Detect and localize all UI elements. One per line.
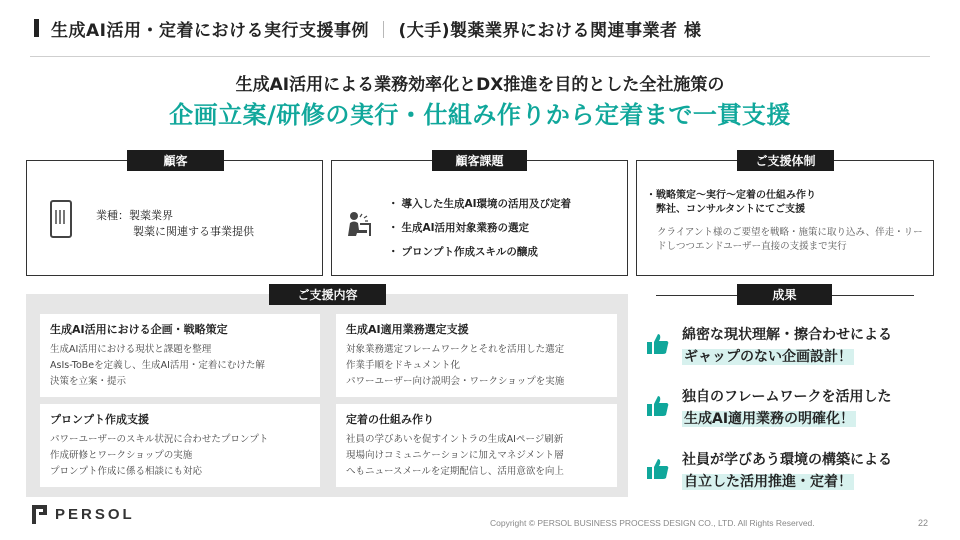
result-line-2: 生成AI適用業務の明確化！ [684,411,855,427]
support-system-description: クライアント様のご要望を戦略・施策に取り込み、伴走・リードしつつエンドユーザー直接の支援まで実行 [657,227,923,252]
result-line-2: ギャップのない企画設計！ [684,349,852,365]
support-content-tag: ご支援内容 [269,284,386,305]
title-text [51,16,701,41]
results-tag: 成果 [737,284,832,305]
customer-tag: 顧客 [127,150,224,171]
support-system-heading [646,189,816,217]
persol-logo [32,505,135,524]
card-line: 作成研修とワークショップの実施 [50,450,193,461]
title-divider [30,56,930,57]
result-item [646,386,936,430]
title-marker [34,19,39,37]
support-system-head-2: 弊社、コンサルタントにてご支援 [656,204,806,215]
result-line-1: 独自のフレームワークを活用した [682,389,892,405]
card-line: へもニュースメールを定期配信し、活用意欲を向上 [346,466,564,477]
card-line: プロンプト作成に係る相談にも対応 [50,466,203,477]
card-title: 生成AI活用における企画・戦略策定 [50,323,228,336]
card-line: 対象業務選定フレームワークとそれを活用した選定 [346,344,565,355]
support-system-box [636,160,934,276]
issue-item: ・ プロンプト作成スキルの醸成 [388,240,571,264]
card-title: 生成AI適用業務選定支援 [346,323,469,336]
person-at-desk-icon [345,210,373,238]
support-system-tag: ご支援体制 [737,150,834,171]
customer-info [96,208,254,240]
card-line: 現場向けコミュニケーションに加えマネジメント層 [346,450,564,461]
lead-line-1: 生成AI活用による業務効率化とDX推進を目的とした全社施策の [235,75,725,95]
persol-logo-mark [32,505,47,524]
card-line: パワーユーザー向け説明会・ワークショップを実施 [346,376,565,387]
card-line: 社員の学びあいを促すイントラの生成AIページ刷新 [346,434,564,445]
lead-line-2: 企画立案/研修の実行・仕組み作りから定着まで一貫支援 [169,101,791,129]
card-title: プロンプト作成支援 [50,413,149,426]
support-card [336,314,617,397]
issues-list [388,192,571,264]
card-line: 作業手順をドキュメント化 [346,360,461,371]
card-line: パワーユーザーのスキル状況に合わせたプロンプト [50,434,269,445]
card-title: 定着の仕組み作り [346,413,434,426]
support-system-head-1: ・ 戦略策定～実行～定着の仕組み作り [646,189,816,203]
result-line-2: 自立した活用推進・定着！ [684,474,852,490]
thumbs-up-icon [646,332,670,356]
card-line: 生成AI活用における現状と課題を整理 [50,344,212,355]
title-sub: (大手)製薬業界における関連事業者 様 [398,20,702,41]
card-line: AsIs-ToBeを定義し、生成AI活用・定着にむけた解 [50,360,265,371]
result-item [646,324,936,368]
copyright-text: Copyright © PERSOL BUSINESS PROCESS DESIGN CO., LTD. All Rights Reserved. [490,518,815,528]
customer-business: 製薬に関連する事業提供 [133,225,254,238]
thumbs-up-icon [646,394,670,418]
title-separator: ｜ [374,20,393,41]
thumbs-up-icon [646,457,670,481]
result-line-1: 社員が学びあう環境の構築による [682,452,892,468]
customer-label: 業種： [96,209,129,222]
phone-icon [50,200,72,238]
customer-industry: 製薬業界 [129,209,173,222]
card-line: 決策を立案・提示 [50,376,127,387]
page-number: 22 [918,518,929,528]
issue-item: ・ 導入した生成AI環境の活用及び定着 [388,192,571,216]
issue-item: ・ 生成AI活用対象業務の選定 [388,216,571,240]
support-card [40,314,320,397]
support-card [336,404,617,487]
support-card [40,404,320,487]
result-line-1: 綿密な現状理解・擦合わせによる [682,327,892,343]
slide-title [34,16,701,40]
title-main: 生成AI活用・定着における実行支援事例 [51,20,369,41]
issues-tag: 顧客課題 [432,150,527,171]
result-item [646,449,936,493]
logo-text: PERSOL [55,506,135,523]
